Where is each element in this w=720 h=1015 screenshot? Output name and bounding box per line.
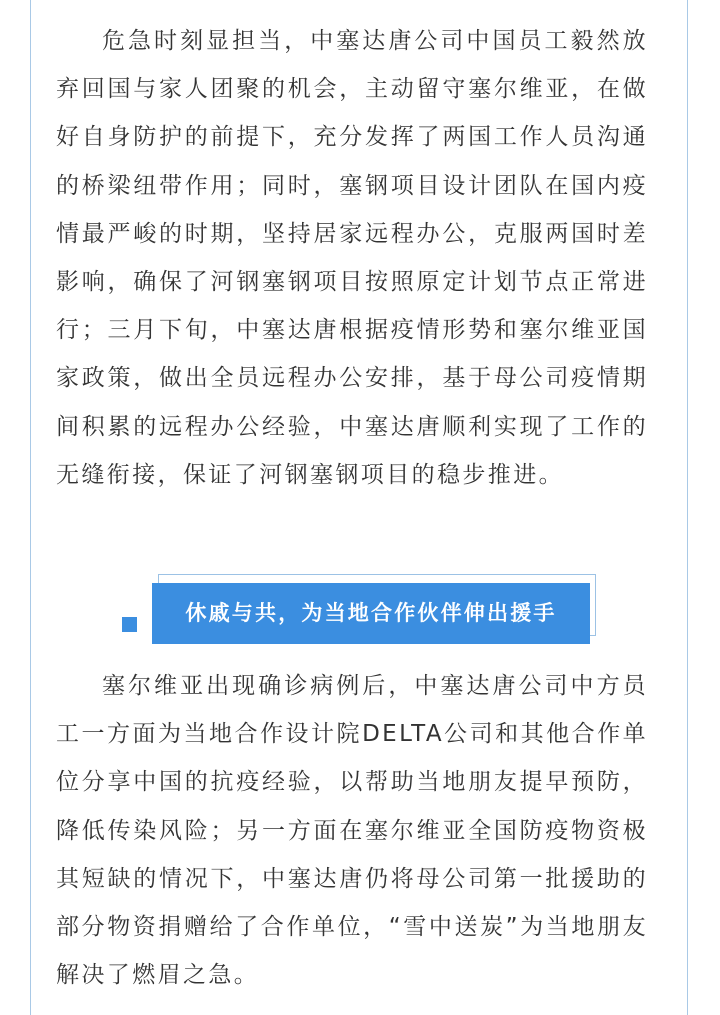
article-paragraph-2: 塞尔维亚出现确诊病例后，中塞达唐公司中方员工一方面为当地合作设计院DELTA公司和其他合作单位分享中国的抗疫经验，以帮助当地朋友提早预防，降低传染风险；另一方面在塞尔维亚全国防疫物资极其短缺的情况下，中塞达唐仍将母公司第一批援助的部分物资捐赠给了合作单位，“雪中送炭”为当地朋友解决了燃眉之急。 — [56, 673, 648, 989]
section-heading-banner — [122, 574, 602, 646]
heading-square-bullet-icon — [122, 617, 137, 632]
article-paragraph-1: 危急时刻显担当，中塞达唐公司中国员工毅然放弃回国与家人团聚的机会，主动留守塞尔维亚，在做好自身防护的前提下，充分发挥了两国工作人员沟通的桥梁纽带作用；同时，塞钢项目设计团队在国内疫情最严峻的时期，坚持居家远程办公，克服两国时差影响，确保了河钢塞钢项目按照原定计划节点正常进行；三月下旬，中塞达唐根据疫情形势和塞尔维亚国家政策，做出全员远程办公安排，基于母公司疫情期间积累的远程办公经验，中塞达唐顺利实现了工作的无缝衔接，保证了河钢塞钢项目的稳步推进。 — [56, 28, 648, 488]
section-heading: 休戚与共，为当地合作伙伴伸出援手 — [185, 601, 557, 625]
